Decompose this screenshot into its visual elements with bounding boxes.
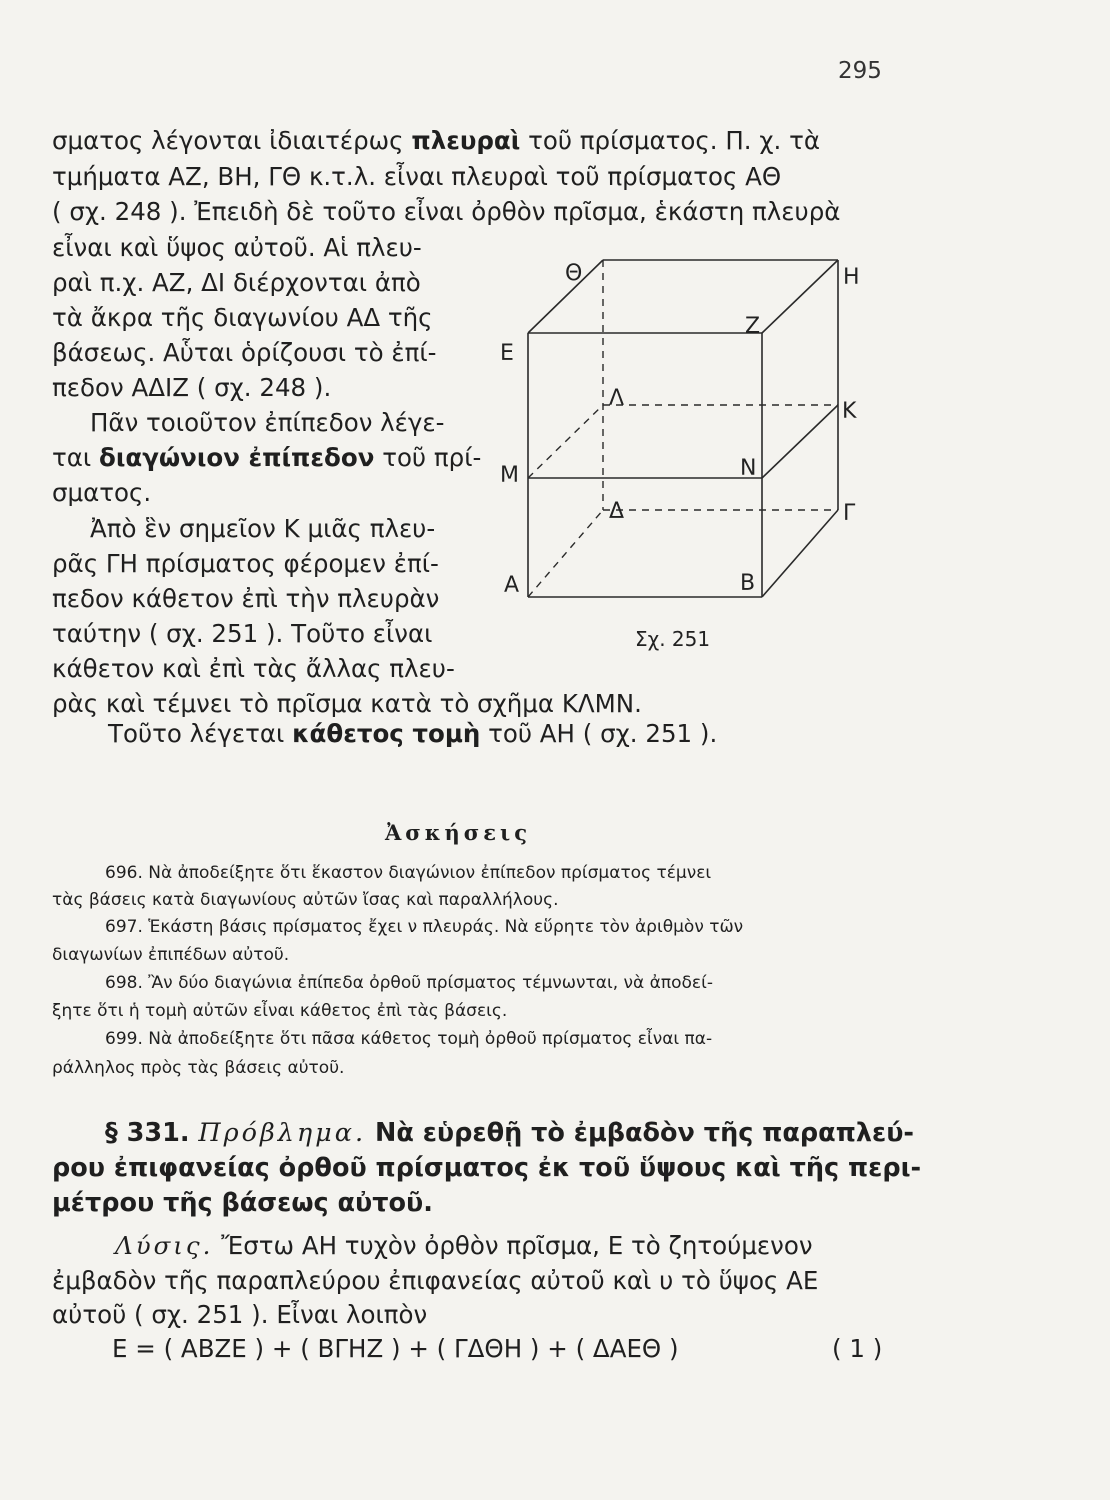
solution-line-1	[115, 1231, 813, 1260]
solution-label: Λύσις.	[115, 1231, 214, 1260]
edge-NK	[762, 405, 838, 478]
text-line	[52, 619, 432, 648]
exercise-line: διαγωνίων ἐπιπέδων αὐτοῦ.	[52, 945, 290, 965]
label-nu: Ν	[740, 456, 757, 481]
text-line	[52, 162, 781, 191]
text-line	[108, 719, 717, 748]
text-line	[52, 303, 433, 332]
label-delta: Δ	[609, 499, 625, 524]
text-segment: Ἀπὸ ἓν σημεῖον Κ μιᾶς πλευ-	[90, 514, 436, 543]
exercise-line: 699. Νὰ ἀποδείξητε ὅτι πᾶσα κάθετος τομὴ ὀρθοῦ πρίσματος εἶναι πα-	[105, 1029, 713, 1049]
text-line	[52, 478, 151, 507]
section-label: Πρόβλημα.	[198, 1118, 367, 1148]
text-segment: ρᾶς ΓΗ πρίσματος φέρομεν ἐπί-	[52, 549, 439, 578]
text-segment: τὰ ἄκρα τῆς διαγωνίου ΑΔ τῆς	[52, 303, 433, 332]
text-segment: σματος.	[52, 478, 152, 507]
text-segment: Τοῦτο λέγεται	[108, 719, 293, 748]
text-line	[52, 126, 820, 155]
bold-term: διαγώνιον ἐπίπεδον	[98, 443, 375, 472]
equation: Ε = ( ΑΒΖΕ ) + ( ΒΓΗΖ ) + ( ΓΔΘΗ ) + ( ΔΑΕΘ )	[112, 1334, 679, 1363]
text-segment: Πᾶν τοιοῦτον ἐπίπεδον λέγε-	[90, 408, 445, 437]
text-segment: κάθετον καὶ ἐπὶ τὰς ἄλλας πλευ-	[52, 654, 455, 683]
text-line	[52, 549, 439, 578]
bold-term: κάθετος τομὴ	[292, 719, 481, 748]
page-number: 295	[838, 58, 882, 84]
section-line-2: ρου ἐπιφανείας ὀρθοῦ πρίσματος ἐκ τοῦ ὕψους καὶ τῆς περι-	[52, 1153, 922, 1183]
text-segment: σματος λέγονται ἰδιαιτέρως	[52, 126, 412, 155]
solution-line-2: ἐμβαδὸν τῆς παραπλεύρου ἐπιφανείας αὐτοῦ καὶ υ τὸ ὕψος ΑΕ	[52, 1266, 819, 1295]
label-theta: Θ	[565, 261, 583, 286]
section-number: § 331.	[105, 1118, 199, 1148]
text-line	[52, 654, 455, 683]
exercise-line: 698. Ἂν δύο διαγώνια ἐπίπεδα ὀρθοῦ πρίσματος τέμνωνται, νὰ ἀποδεί-	[105, 973, 713, 993]
section-line-1	[105, 1118, 914, 1148]
label-zeta: Ζ	[745, 314, 761, 339]
text-segment: ταύτην ( σχ. 251 ). Τοῦτο εἶναι	[52, 619, 433, 648]
edge-ZH	[762, 260, 838, 333]
exercise-line: ξητε ὅτι ἡ τομὴ αὐτῶν εἶναι κάθετος ἐπὶ τὰς βάσεις.	[52, 1001, 508, 1021]
text-line	[52, 268, 421, 297]
text-line	[52, 584, 439, 613]
exercise-line: ράλληλος πρὸς τὰς βάσεις αὐτοῦ.	[52, 1058, 345, 1078]
solution-text: Ἔστω ΑΗ τυχὸν ὀρθὸν πρῖσμα, Ε τὸ ζητούμενον	[213, 1231, 813, 1260]
edge-BG	[762, 510, 838, 597]
text-segment: ραὶ π.χ. ΑΖ, ΔΙ διέρχονται ἀπὸ	[52, 268, 421, 297]
equation-number: ( 1 )	[832, 1334, 883, 1363]
text-line	[52, 338, 437, 367]
text-segment: πεδον κάθετον ἐπὶ τὴν πλευρὰν	[52, 584, 440, 613]
bold-term: πλευραὶ	[411, 126, 521, 155]
text-segment: βάσεως. Αὗται ὁρίζουσι τὸ ἐπί-	[52, 338, 437, 367]
exercise-line: τὰς βάσεις κατὰ διαγωνίους αὐτῶν ἴσας καὶ παραλλήλους.	[52, 890, 559, 910]
text-segment: ρὰς καὶ τέμνει τὸ πρῖσμα κατὰ τὸ σχῆμα ΚΛΜΝ.	[52, 689, 642, 718]
edge-ADelta	[528, 510, 603, 597]
text-line	[52, 373, 331, 402]
label-epsilon: Ε	[500, 341, 514, 366]
text-segment: τοῦ πρί-	[374, 443, 482, 472]
label-gamma: Γ	[843, 501, 856, 526]
exercises-heading: Ἀσκήσεις	[385, 820, 531, 845]
exercise-line: 697. Ἑκάστη βάσις πρίσματος ἔχει ν πλευράς. Νὰ εὕρητε τὸν ἀριθμὸν τῶν	[105, 917, 744, 937]
text-line	[52, 443, 481, 472]
text-line	[90, 514, 435, 543]
solution-line-3: αὐτοῦ ( σχ. 251 ). Εἶναι λοιπὸν	[52, 1300, 428, 1329]
text-line	[52, 197, 840, 226]
label-kappa: Κ	[842, 399, 857, 424]
text-line	[90, 408, 445, 437]
text-segment: τοῦ ΑΗ ( σχ. 251 ).	[480, 719, 718, 748]
label-alpha: Α	[504, 573, 520, 598]
edge-ML	[528, 405, 603, 478]
label-mu: Μ	[500, 463, 519, 488]
text-line	[52, 233, 422, 262]
label-lambda: Λ	[609, 386, 625, 411]
label-beta: Β	[740, 571, 756, 596]
figure-251	[490, 240, 860, 670]
label-eta: Η	[843, 265, 860, 290]
figure-caption: Σχ. 251	[635, 627, 711, 651]
text-segment: πεδον ΑΔΙΖ ( σχ. 248 ).	[52, 373, 332, 402]
text-segment: ται	[52, 443, 99, 472]
text-segment: τοῦ πρίσματος. Π. χ. τὰ	[520, 126, 820, 155]
text-line	[52, 689, 642, 718]
section-title: Νὰ εὑρεθῇ τὸ ἐμβαδὸν τῆς παραπλεύ-	[366, 1118, 914, 1148]
text-segment: εἶναι καὶ ὕψος αὐτοῦ. Αἱ πλευ-	[52, 233, 422, 262]
exercise-line: 696. Νὰ ἀποδείξητε ὅτι ἕκαστον διαγώνιον ἐπίπεδον πρίσματος τέμνει	[105, 863, 712, 883]
text-segment: τμήματα ΑΖ, ΒΗ, ΓΘ κ.τ.λ. εἶναι πλευραὶ τοῦ πρίσματος ΑΘ	[52, 162, 782, 191]
text-segment: ( σχ. 248 ). Ἐπειδὴ δὲ τοῦτο εἶναι ὀρθὸν πρῖσμα, ἑκάστη πλευρὰ	[52, 197, 841, 226]
section-line-3: μέτρου τῆς βάσεως αὐτοῦ.	[52, 1188, 433, 1218]
